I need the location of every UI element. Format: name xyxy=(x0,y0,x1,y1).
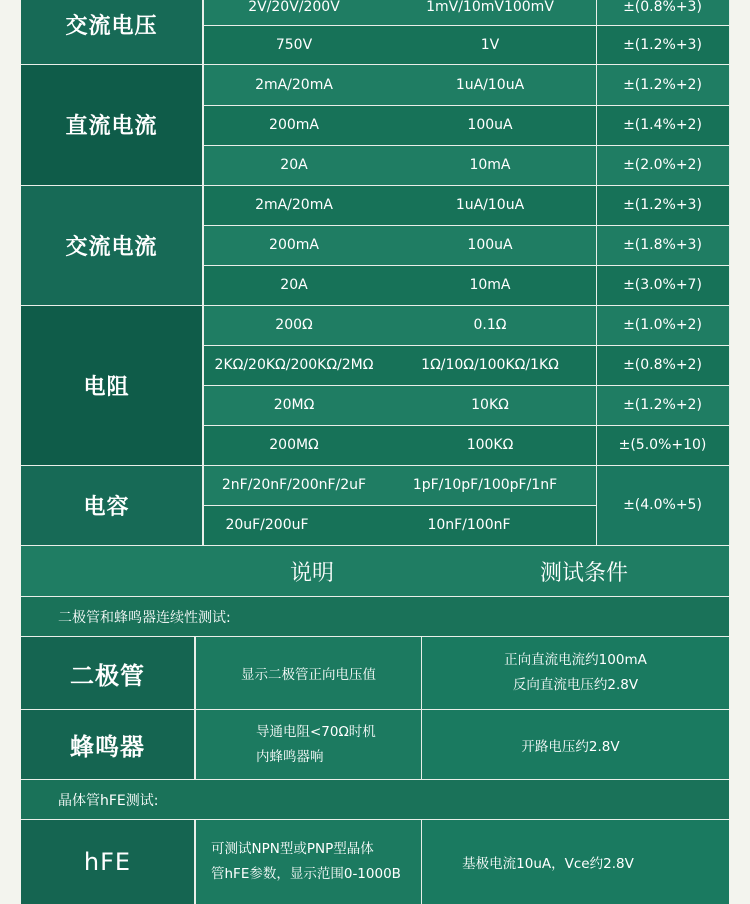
buzzer-description xyxy=(196,710,421,779)
divider xyxy=(21,819,729,820)
range-cell: 20MΩ xyxy=(273,397,315,413)
accuracy-cell: ±(0.8%+2) xyxy=(623,357,702,373)
condition-line: 正向直流电流约100mA xyxy=(504,652,647,668)
divider xyxy=(203,425,729,426)
hfe-label: hFE xyxy=(21,820,195,904)
category-label: 交流电压 xyxy=(65,13,158,39)
hfe-note: 晶体管hFE测试: xyxy=(21,780,729,819)
accuracy-cell: ±(1.2%+2) xyxy=(623,397,702,413)
diode-conditions xyxy=(422,637,729,709)
range-cell: 20A xyxy=(280,277,308,293)
accuracy-cell: ±(1.8%+3) xyxy=(623,237,702,253)
accuracy-cell: ±(1.0%+2) xyxy=(623,317,702,333)
range-cell: 200mA xyxy=(269,117,319,133)
hfe-conditions: 基极电流10uA，Vce约2.8V xyxy=(422,820,729,904)
diode-description: 显示二极管正向电压值 xyxy=(196,637,421,709)
description-line: 导通电阻<70Ω时机 xyxy=(256,723,376,740)
divider xyxy=(21,779,729,780)
table-row xyxy=(203,225,729,265)
divider xyxy=(203,265,729,266)
accuracy-cell: ±(5.0%+10) xyxy=(618,437,707,453)
buzzer-conditions: 开路电压约2.8V xyxy=(422,710,729,779)
section-header xyxy=(21,546,729,596)
divider xyxy=(21,465,729,466)
resolution-cell: 100uA xyxy=(467,237,513,253)
range-cell: 20uF/200uF xyxy=(225,517,309,533)
divider xyxy=(21,636,729,637)
resolution-cell: 10mA xyxy=(469,277,511,293)
hfe-description xyxy=(196,820,421,904)
table-row xyxy=(203,385,729,425)
accuracy-cell: ±(0.8%+3) xyxy=(623,0,702,15)
description-line: 内蜂鸣器响 xyxy=(256,748,324,765)
range-cell: 2V/20V/200V xyxy=(248,0,340,15)
buzzer-label: 蜂鸣器 xyxy=(21,710,195,779)
resolution-cell: 10mA xyxy=(469,157,511,173)
range-cell: 2mA/20mA xyxy=(255,197,333,213)
resolution-cell: 0.1Ω xyxy=(473,317,507,333)
resolution-cell: 100KΩ xyxy=(466,437,514,453)
category-label: 电容 xyxy=(83,494,130,520)
range-cell: 2mA/20mA xyxy=(255,76,333,93)
range-cell: 200MΩ xyxy=(269,437,319,453)
accuracy-cell: ±(2.0%+2) xyxy=(623,157,702,173)
divider xyxy=(596,0,597,545)
table-row xyxy=(203,64,729,105)
resolution-cell: 1mV/10mV100mV xyxy=(426,0,554,15)
divider xyxy=(203,505,596,506)
category-label: 交流电流 xyxy=(65,234,158,260)
table-row xyxy=(203,345,729,385)
resolution-cell: 100uA xyxy=(467,117,513,133)
table-row xyxy=(203,425,729,465)
resolution-cell: 1Ω/10Ω/100KΩ/1KΩ xyxy=(421,357,559,373)
header-conditions: 测试条件 xyxy=(539,560,628,586)
range-cell: 2nF/20nF/200nF/2uF xyxy=(221,477,367,493)
table-row xyxy=(203,265,729,305)
resolution-cell: 1V xyxy=(480,36,500,53)
range-cell: 20A xyxy=(280,157,308,173)
condition-line: 反向直流电压约2.8V xyxy=(512,677,639,693)
category-capacitance xyxy=(21,465,203,545)
divider xyxy=(21,305,729,306)
table-row xyxy=(203,105,729,145)
table-row xyxy=(203,185,729,225)
divider xyxy=(421,637,422,779)
description-line: 管hFE参数，显示范围0-1000B xyxy=(211,866,401,882)
resolution-cell: 10nF/100nF xyxy=(427,517,511,533)
accuracy-cell: ±(1.2%+3) xyxy=(623,197,702,213)
divider xyxy=(729,0,730,545)
divider xyxy=(195,637,196,779)
divider xyxy=(203,25,729,26)
divider xyxy=(195,820,196,904)
category-label: 电阻 xyxy=(83,374,130,400)
divider xyxy=(21,709,729,710)
table-row xyxy=(203,25,729,64)
category-label: 直流电流 xyxy=(65,114,158,139)
range-cell: 200Ω xyxy=(275,317,313,333)
divider xyxy=(203,0,204,545)
divider xyxy=(203,145,729,146)
range-cell: 2KΩ/20KΩ/200KΩ/2MΩ xyxy=(214,357,374,373)
divider xyxy=(203,345,729,346)
table-row xyxy=(203,0,729,25)
range-cell: 200mA xyxy=(269,237,319,253)
diode-label: 二极管 xyxy=(21,637,195,709)
resolution-cell: 10KΩ xyxy=(471,397,509,413)
divider xyxy=(203,385,729,386)
resolution-cell: 1uA/10uA xyxy=(455,197,525,213)
divider xyxy=(203,225,729,226)
resolution-cell: 1pF/10pF/100pF/1nF xyxy=(412,477,558,493)
divider xyxy=(21,185,729,186)
category-dc-current xyxy=(21,64,203,185)
diode-note: 二极管和蜂鸣器连续性测试: xyxy=(21,597,729,636)
divider xyxy=(21,596,729,597)
table-row xyxy=(203,305,729,345)
accuracy-cell: ±(1.4%+2) xyxy=(623,117,702,133)
category-ac-current xyxy=(21,185,203,305)
header-description: 说明 xyxy=(289,560,334,586)
table-row xyxy=(203,145,729,185)
divider xyxy=(421,820,422,904)
description-line: 可测试NPN型或PNP型晶体 xyxy=(211,841,374,857)
accuracy-cell: ±(3.0%+7) xyxy=(623,277,702,293)
divider xyxy=(21,64,729,65)
accuracy-cell: ±(1.2%+2) xyxy=(623,76,702,93)
divider xyxy=(203,105,729,106)
range-cell: 750V xyxy=(275,36,313,53)
category-resistance xyxy=(21,305,203,465)
category-ac-voltage xyxy=(21,0,203,64)
resolution-cell: 1uA/10uA xyxy=(455,76,525,93)
capacitance-accuracy: ±(4.0%+5) xyxy=(596,465,729,545)
accuracy-cell: ±(1.2%+3) xyxy=(623,36,702,53)
